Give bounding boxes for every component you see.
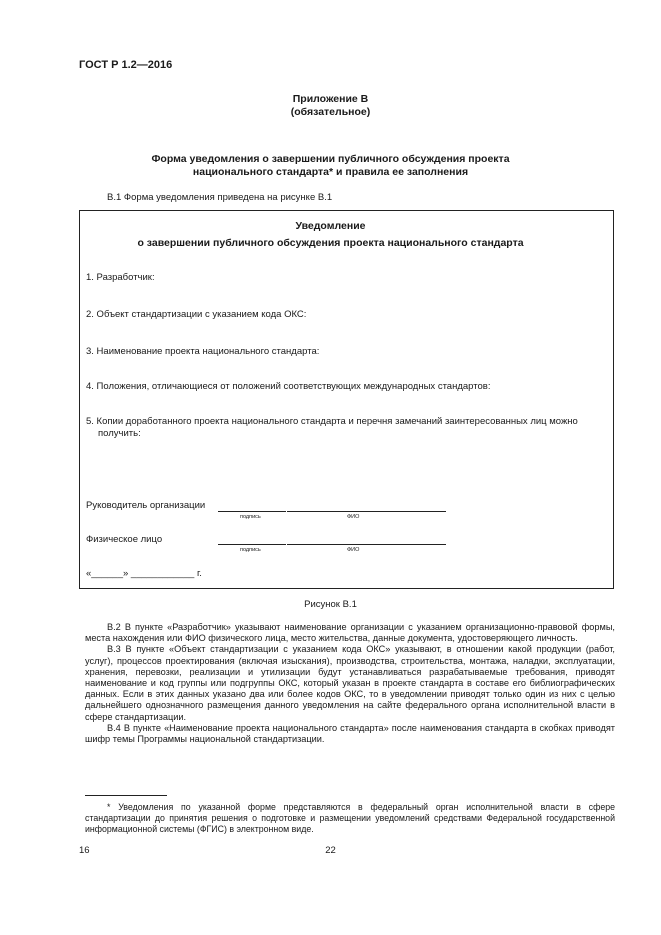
intro-text: В.1 Форма уведомления приведена на рисунке В.1 [107,192,333,203]
date-line: «______» ____________ г. [86,568,202,579]
body-text [85,622,615,745]
form-title [60,218,601,252]
paragraph: В.2 В пункте «Разработчик» указывают наименование организации с указанием организационно-правовой формы, места нахождения или ФИО физического лица, место жительства, данные документа, удостоверяющего личность. [85,622,615,644]
form-title-line1: Уведомление [295,220,366,232]
figure-caption: Рисунок В.1 [304,599,357,610]
form-item-object: 2. Объект стандартизации с указанием кода ОКС: [86,309,307,320]
notification-form-frame [79,210,614,589]
appendix-title: Приложение В [292,93,369,105]
name-caption: ФИО [347,514,360,520]
section-title-line1: Форма уведомления о завершении публичного обсуждения проекта [151,153,510,165]
section-title-line2: национального стандарта* и правила ее заполнения [192,166,469,178]
signature-caption: подпись [240,547,261,553]
footnote-text: * Уведомления по указанной форме представляются в федеральный орган исполнительной власти в сфере стандартизации до принятия решения о подготовке и размещении уведомлений средствами Федеральной государственной информационной системы (ФГИС) в электронном виде. [85,802,615,834]
section-title [60,153,601,179]
form-item-copies-line2: получить: [98,428,141,439]
form-item-project-name: 3. Наименование проекта национального стандарта: [86,346,320,357]
page-number-center: 22 [325,845,336,856]
signature-line [218,544,286,545]
footnote [85,802,615,834]
form-item-copies-line1: 5. Копии доработанного проекта национального стандарта и перечня замечаний заинтересованных лиц можно [86,416,578,427]
form-item-copies [86,416,606,440]
name-line [287,511,446,512]
name-line [287,544,446,545]
page-number-left: 16 [79,845,90,856]
signature-line [218,511,286,512]
appendix-status: (обязательное) [290,106,371,118]
document-code: ГОСТ Р 1.2—2016 [79,59,173,71]
signer-organization-label: Руководитель организации [86,500,206,511]
form-item-deviations: 4. Положения, отличающиеся от положений соответствующих международных стандартов: [86,381,491,392]
paragraph: В.4 В пункте «Наименование проекта национального стандарта» после наименования стандарта в скобках приводят шифр темы Программы национальной стандартизации. [85,722,615,745]
signature-caption: подпись [240,514,261,520]
form-item-developer: 1. Разработчик: [86,272,155,283]
name-caption: ФИО [347,547,360,553]
footnote-separator [85,795,167,796]
form-title-line2: о завершении публичного обсуждения проекта национального стандарта [137,237,524,249]
signer-person-label: Физическое лицо [86,534,163,545]
appendix-heading [60,93,601,119]
paragraph: В.3 В пункте «Объект стандартизации с указанием кода ОКС» указывают, в отношении какой продукции (работ, услуг), процессов проектирования (включая изыскания), производства, строительства, монтажа, наладки, эксплуатации, хранения, перевозки, реализации и утилизации будут устанавливаться разрабатываемые требования, приводят наименование и код группы или подгруппы ОКС, который указан в проекте стандарта в составе его библиографических данных. Если в этих данных указано два или более кодов ОКС, то в уведомлении приводят только один из них с целью дальнейшего однозначного размещения данного уведомления на сайте федерального органа исполнительной власти в сфере стандартизации. [85,644,615,722]
